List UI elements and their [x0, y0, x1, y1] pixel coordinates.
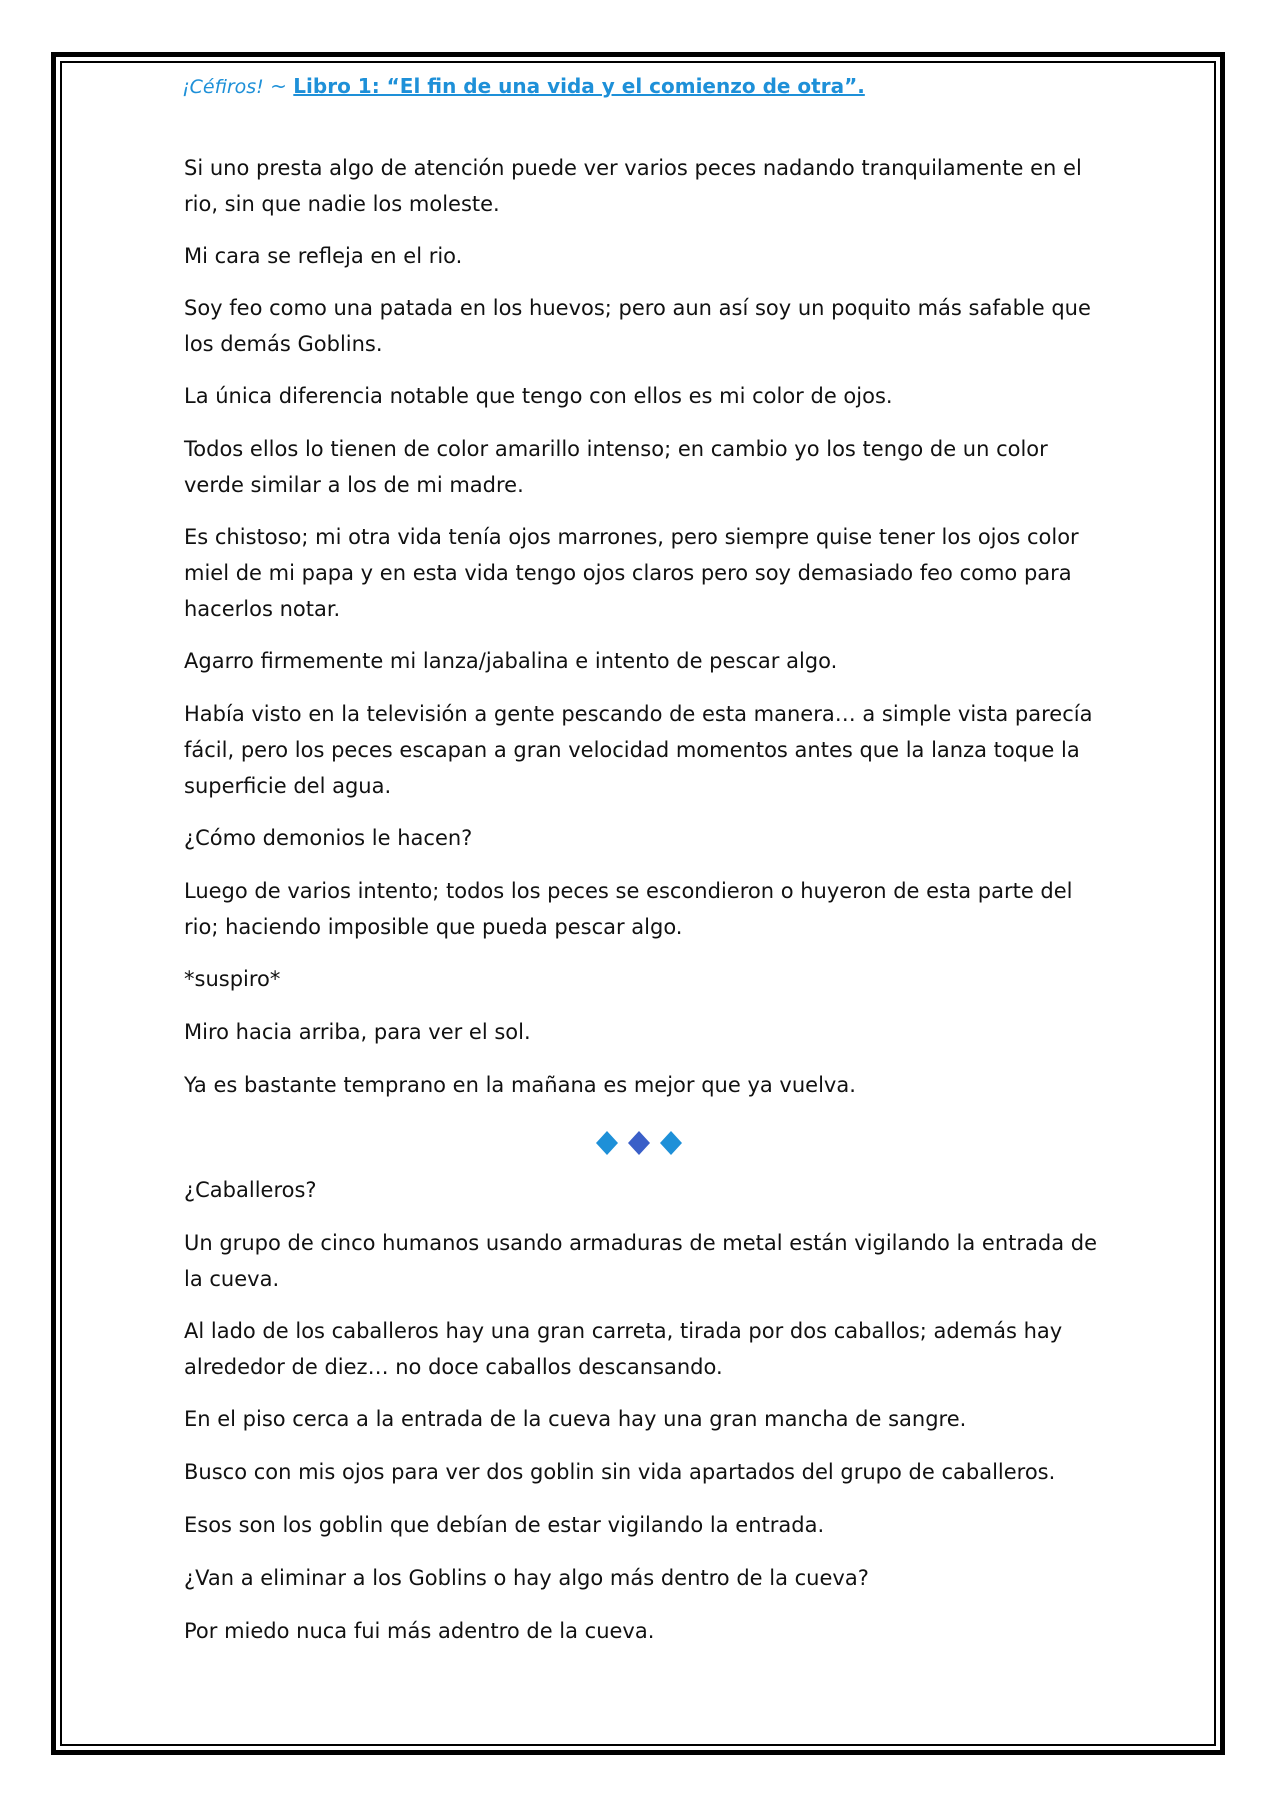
paragraph: Mi cara se refleja en el rio.	[184, 244, 463, 268]
header-separator: ~	[263, 74, 294, 98]
paragraph: En el piso cerca a la entrada de la cueva hay una gran mancha de sangre.	[184, 1407, 967, 1431]
paragraph: Al lado de los caballeros hay una gran carreta, tirada por dos caballos; además hay alrededor de diez… no doce caballos descansando.	[184, 1319, 1063, 1379]
paragraph: *suspiro*	[184, 967, 281, 991]
paragraph: Había visto en la televisión a gente pescando de esta manera… a simple vista parecía fácil, pero los peces escapan a gran velocidad momentos antes que la lanza toque la superficie del agua.	[184, 702, 1093, 798]
paragraph: Soy feo como una patada en los huevos; pero aun así soy un poquito más safable que los demás Goblins.	[184, 296, 1091, 356]
paragraph: Busco con mis ojos para ver dos goblin sin vida apartados del grupo de caballeros.	[184, 1460, 1056, 1484]
paragraph: Agarro firmemente mi lanza/jabalina e intento de pescar algo.	[184, 649, 838, 673]
paragraph: Ya es bastante temprano en la mañana es mejor que ya vuelva.	[184, 1073, 856, 1097]
paragraph: Si uno presta algo de atención puede ver varios peces nadando tranquilamente en el rio, sin que nadie los moleste.	[184, 156, 1082, 216]
paragraph: La única diferencia notable que tengo con ellos es mi color de ojos.	[184, 384, 893, 408]
paragraph: ¿Cómo demonios le hacen?	[184, 826, 473, 850]
series-title: ¡Céfiros!	[182, 76, 264, 98]
paragraph: Es chistoso; mi otra vida tenía ojos marrones, pero siempre quise tener los ojos color miel de mi papa y en esta vida tengo ojos claros pero soy demasiado feo como para hacerlos notar.	[184, 525, 1079, 621]
paragraph: Esos son los goblin que debían de estar vigilando la entrada.	[184, 1513, 825, 1537]
paragraph: Un grupo de cinco humanos usando armaduras de metal están vigilando la entrada de la cueva.	[184, 1231, 1098, 1291]
paragraph: Luego de varios intento; todos los peces se escondieron o huyeron de esta parte del rio; haciendo imposible que pueda pescar algo.	[184, 879, 1073, 939]
diamond-icon	[596, 1131, 618, 1155]
paragraph: Todos ellos lo tienen de color amarillo intenso; en cambio yo los tengo de un color verde similar a los de mi madre.	[184, 437, 1048, 497]
chapter-title: Libro 1: “El fin de una vida y el comienzo de otra”.	[293, 74, 865, 98]
paragraph: Miro hacia arriba, para ver el sol.	[184, 1020, 531, 1044]
page-header	[182, 74, 865, 98]
paragraph: Por miedo nuca fui más adentro de la cueva.	[184, 1619, 655, 1643]
paragraph: ¿Caballeros?	[184, 1178, 317, 1202]
section-divider	[594, 1128, 684, 1158]
diamond-icon	[628, 1131, 650, 1155]
paragraph: ¿Van a eliminar a los Goblins o hay algo más dentro de la cueva?	[184, 1566, 869, 1590]
diamond-icon	[660, 1131, 682, 1155]
